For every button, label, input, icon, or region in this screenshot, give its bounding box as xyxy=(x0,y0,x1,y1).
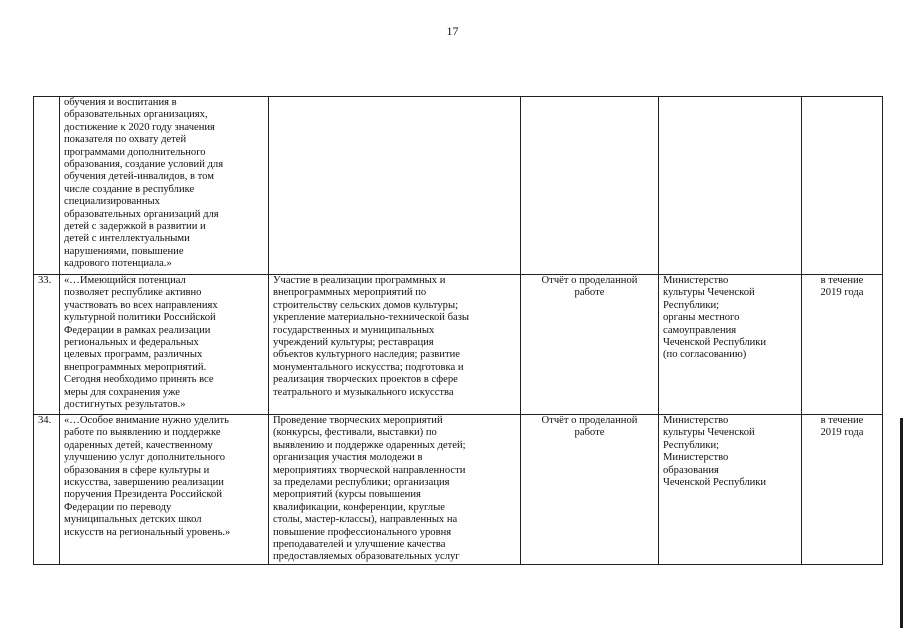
deadline-cell: в течение 2019 года xyxy=(802,275,883,415)
report-form-cell xyxy=(521,97,659,275)
deadline-cell: в течение 2019 года xyxy=(802,415,883,565)
executors-cell: Министерство культуры Чеченской Республики; органы местного самоуправления Чеченской Республики (по согласованию) xyxy=(659,275,802,415)
address-quote: обучения и воспитания в образовательных организациях, достижение к 2020 году значения показателя по охвату детей программами дополнительного образования, создание условий для обучения детей-инвалидов, в том числе создание в республике специализированных образовательных организаций для детей с задержкой в развитии и детей с интеллектуальными нарушениями, повышение кадрового потенциала.» xyxy=(60,97,269,275)
table-row xyxy=(34,97,883,275)
row-number xyxy=(34,97,60,275)
report-form-cell: Отчёт о проделанной работе xyxy=(521,275,659,415)
executors-cell xyxy=(659,97,802,275)
deadline-cell xyxy=(802,97,883,275)
table-row xyxy=(34,275,883,415)
row-number: 34. xyxy=(34,415,60,565)
measures-cell xyxy=(269,97,521,275)
table-row xyxy=(34,415,883,565)
page-number: 17 xyxy=(446,24,459,38)
action-plan-table xyxy=(33,96,883,565)
measures-cell: Участие в реализации программных и внепрограммных мероприятий по строительству сельских домов культуры; укрепление материально-технической базы государственных и муниципальных учреждений культуры; реставрация объектов культурного наследия; развитие монументального искусства; подготовка и реализация творческих проектов в сфере театрального и музыкального искусства xyxy=(269,275,521,415)
address-quote: «…Имеющийся потенциал позволяет республике активно участвовать во всех направлениях культурной политики Российской Федерации в рамках реализации региональных и федеральных целевых программ, различных внепрограммных мероприятий. Сегодня необходимо принять все меры для сохранения уже достигнутых результатов.» xyxy=(60,275,269,415)
address-quote: «…Особое внимание нужно уделить работе по выявлению и поддержке одаренных детей, качественному улучшению услуг дополнительного образования в сфере культуры и искусства, завершению реализации поручения Президента Российской Федерации по переводу муниципальных детских школ искусств на региональный уровень.» xyxy=(60,415,269,565)
report-form-cell: Отчёт о проделанной работе xyxy=(521,415,659,565)
row-number: 33. xyxy=(34,275,60,415)
measures-cell: Проведение творческих мероприятий (конкурсы, фестивали, выставки) по выявлению и поддержке одаренных детей; организация участия молодежи в мероприятиях творческой направленности за пределами республики; организация мероприятий (курсы повышения квалификации, конференции, круглые столы, мастер-классы), направленных на повышение профессионального уровня преподавателей и улучшение качества предоставляемых образовательных услуг xyxy=(269,415,521,565)
executors-cell: Министерство культуры Чеченской Республики; Министерство образования Чеченской Республики xyxy=(659,415,802,565)
scan-edge-mark xyxy=(900,418,903,628)
